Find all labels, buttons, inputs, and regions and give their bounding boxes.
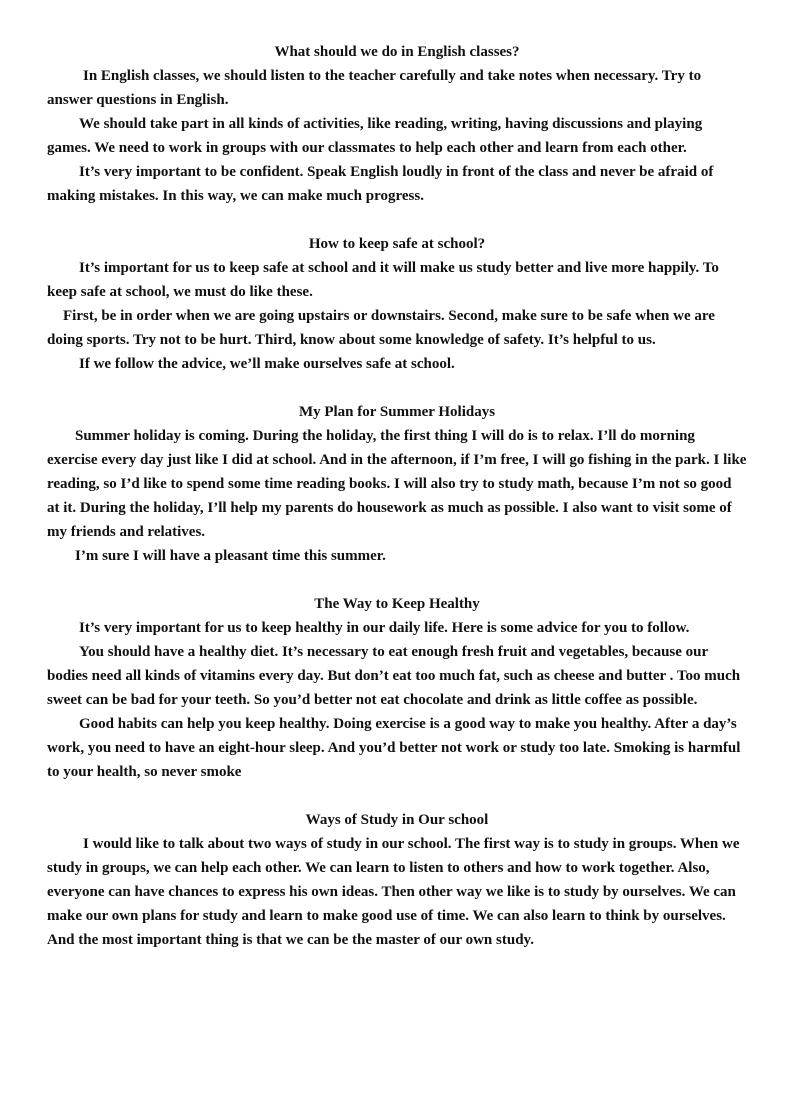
essay-paragraph: It’s very important for us to keep healthy in our daily life. Here is some advice for you to follow. <box>79 620 690 636</box>
essay-title: What should we do in English classes? <box>274 44 520 60</box>
document-page <box>47 40 747 952</box>
essay-paragraph: I’m sure I will have a pleasant time this summer. <box>75 548 386 564</box>
essay-keep-safe <box>47 232 747 376</box>
essay-paragraph: I would like to talk about two ways of study in our school. The first way is to study in groups. When we study in groups, we can help each other. We can learn to listen to others and how to work together. Also, everyone can have chances to express his own ideas. Then other way we like is to study by ourselves. We can make our own plans for study and learn to make good use of time. We can also learn to think by ourselves. And the most important thing is that we can be the master of our own study. <box>47 836 740 948</box>
essay-paragraph: Summer holiday is coming. During the holiday, the first thing I will do is to relax. I’ll do morning exercise every day just like I did at school. And in the afternoon, if I’m free, I will go fishing in the park. I like reading, so I’d like to spend some time reading books. I will also try to study math, because I’m not so good at it. During the holiday, I’ll help my parents do housework as much as possible. I also want to visit some of my friends and relatives. <box>47 428 747 540</box>
essay-summer-plan <box>47 400 747 568</box>
essay-title: The Way to Keep Healthy <box>314 596 480 612</box>
essay-paragraph: First, be in order when we are going upstairs or downstairs. Second, make sure to be safe when we are doing sports. Try not to be hurt. Third, know about some knowledge of safety. It’s helpful to us. <box>47 308 715 348</box>
essay-paragraph: You should have a healthy diet. It’s necessary to eat enough fresh fruit and vegetables, because our bodies need all kinds of vitamins every day. But don’t eat too much fat, such as cheese and butter . Too much sweet can be bad for your teeth. So you’d better not eat chocolate and drink as little coffee as possible. <box>47 644 741 708</box>
essay-title: Ways of Study in Our school <box>305 812 489 828</box>
essay-paragraph: If we follow the advice, we’ll make ourselves safe at school. <box>79 356 455 372</box>
essay-ways-of-study <box>47 808 747 952</box>
essay-paragraph: It’s important for us to keep safe at school and it will make us study better and live more happily. To keep safe at school, we must do like these. <box>47 260 719 300</box>
essay-english-classes <box>47 40 747 208</box>
essay-title: How to keep safe at school? <box>308 236 486 252</box>
essay-paragraph: In English classes, we should listen to the teacher carefully and take notes when necessary. Try to answer questions in English. <box>47 68 702 108</box>
essay-keep-healthy <box>47 592 747 784</box>
essay-paragraph: It’s very important to be confident. Speak English loudly in front of the class and never be afraid of making mistakes. In this way, we can make much progress. <box>47 164 714 204</box>
essay-paragraph: Good habits can help you keep healthy. Doing exercise is a good way to make you healthy. After a day’s work, you need to have an eight-hour sleep. And you’d better not work or study too late. Smoking is harmful to your health, so never smoke <box>47 716 741 780</box>
essay-title: My Plan for Summer Holidays <box>298 404 496 420</box>
essay-paragraph: We should take part in all kinds of activities, like reading, writing, having discussions and playing games. We need to work in groups with our classmates to help each other and learn from each other. <box>47 116 703 156</box>
